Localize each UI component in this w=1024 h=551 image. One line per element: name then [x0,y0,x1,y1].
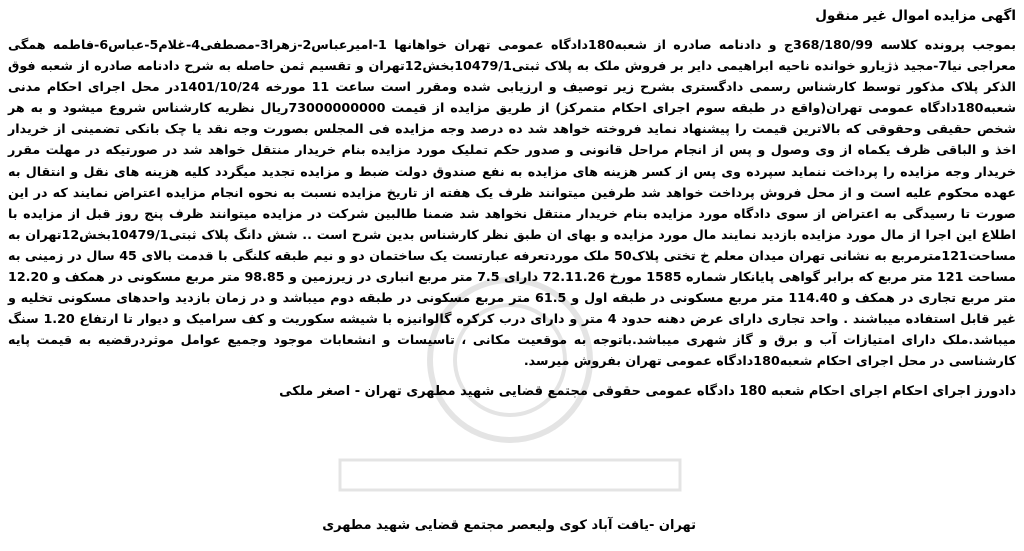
notice-body: بموجب پرونده کلاسه 368/180/99ج و دادنامه صادره از شعبه180دادگاه عمومی تهران خواهانها 1-امیرعباس2-زهرا3-مصطفی4-غلام5-عباس6-فاطمه همگی معراجی نیا7-مجید ذژیارو خوانده ناحیه ابراهیمی دایر بر فروش ملک به پلاک ثبتی10479/1بخش12تهران و تقسیم ثمن حاصله به شرح دادنامه صادره از شعبه فوق الذکر پلاک مذکور توسط کارشناس رسمی دادگستری بشرح زیر توصیف و ارزیابی شده ومقرر است ساعت 11 مورخه 1401/10/24در محل اجرای احکام مدنی شعبه180دادگاه عمومی تهران(واقع در طبقه سوم اجرای احکام متمرکز) از طریق مزایده از قیمت 73000000000ریال نظریه کارشناس شروع میشود و به هر شخص حقیقی وحقوقی که بالاترین قیمت را پیشنهاد نماید فروخته خواهد شد ده درصد وجه مزایده فی المجلس بصورت وجه نقد یا چک بانکی تضمینی از خریدار اخذ و الباقی ظرف یکماه از وی وصول و پس از انجام مراحل قانونی و صدور حکم تملیک مورد مزایده بنام خریدار منتقل خواهد شد در صورتیکه در مهلت مقرر خریدار وجه مزایده را پرداخت ننماید سپرده وی پس از کسر هزینه های مزایده به نفع صندوق دولت ضبط و مزایده تجدید میگردد کلیه هزینه های نقل و انتقال به عهده محکوم علیه است و از محل فروش پرداخت خواهد شد طرفین میتوانند ظرف یک هفته از تاریخ مزایده نسبت به نحوه انجام مزایده اعتراض نمایند که در این صورت تا رسیدگی به اعتراض از سوی دادگاه مورد مزایده بنام خریدار منتقل نخواهد شد ضمنا طالبین شرکت در مزایده میتوانند ظرف پنج روز قبل از مزایده با اطلاع این اجرا از مال مورد مزایده بازدید نمایند مال مورد مزایده و بهای ان طبق نظر کارشناس بدین شرح است .. شش دانگ پلاک ثبتی10479/1بخش12تهران به مساحت121مترمربع به نشانی تهران میدان معلم خ تختی پلاک50 ملک موردتعرفه عبارتست یک ساختمان دو و نیم طبقه کلنگی با قدمت بالای 45 سال در زمینی به مساحت 121 متر مربع که برابر گواهی پایانکار شماره 1585 مورخ 72.11.26 دارای 7.5 متر مربع انباری در زیرزمین و 98.85 متر مربع مسکونی در همکف و 12.20 متر مربع تجاری در همکف و 114.40 متر مربع مسکونی در طبقه اول و 61.5 متر مربع مسکونی در طبقه دوم میباشد و در زمان بازدید واحدهای مسکونی تخلیه و غیر قابل استفاده میباشند . واحد تجاری دارای عرض دهنه حدود 4 متر و دارای درب کرکره گالوانیزه با شیشه سکوریت و کف سرامیک و دیوار تا ارتفاع 1.20 سنگ میباشد.ملک دارای امتیازات آب و برق و گاز شهری میباشد.باتوجه به موقعیت مکانی ، تاسیسات و انشعابات موجود وجمیع عوامل موثردرقضیه به قیمت پایه کارشناسی در محل اجرای احکام شعبه180دادگاه عمومی تهران بفروش میرسد. [8,37,1017,369]
notice-footer-address: تهران -یافت آباد کوی ولیعصر مجتمع قضایی شهید مطهری [322,518,696,533]
notice-title: اگهی مزایده اموال غیر منقول [815,8,1016,24]
notice-signature: دادورز اجرای احکام اجرای احکام شعبه 180 دادگاه عمومی حقوقی مجتمع قضایی شهید مطهری تهران - اصغر ملکی [279,383,1016,399]
